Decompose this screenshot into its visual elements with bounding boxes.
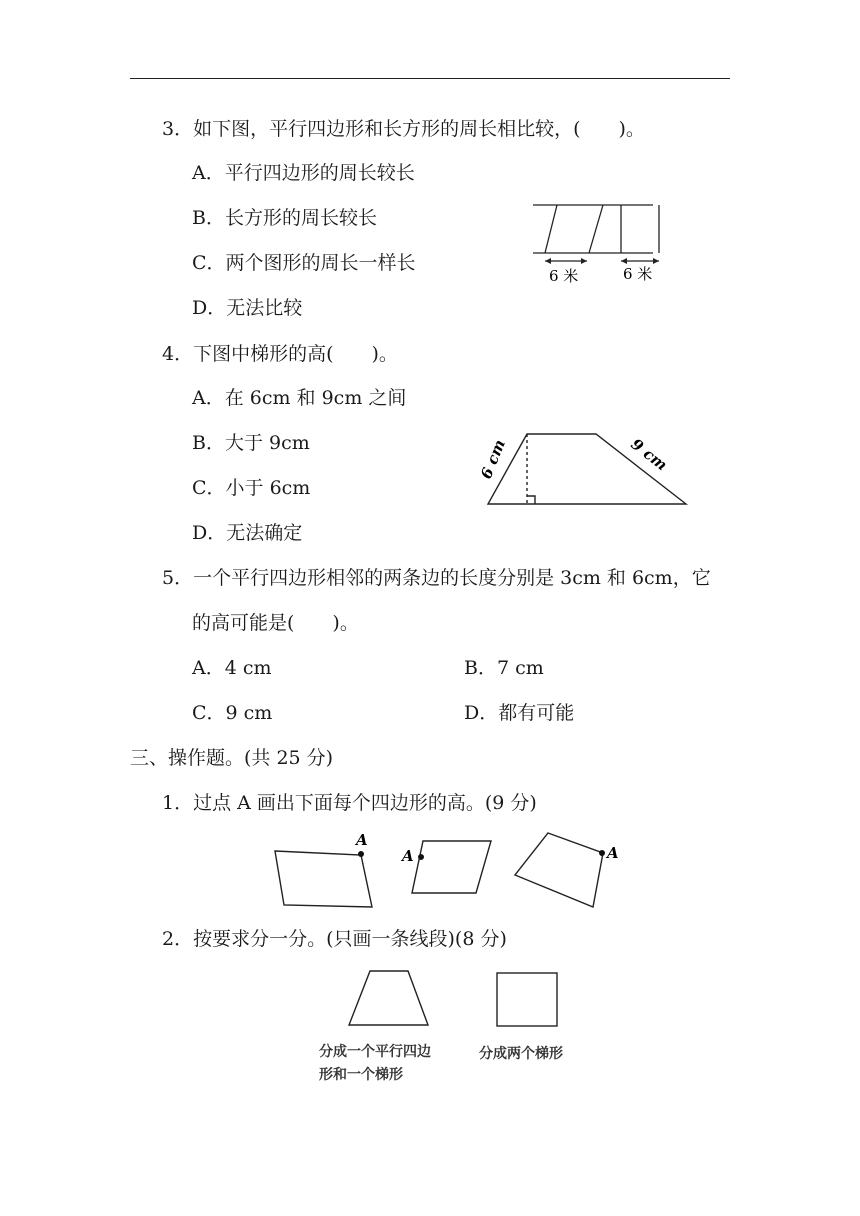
q3-parallelogram-right [589, 205, 603, 253]
q4-option-d[interactable]: D．无法确定 [192, 522, 303, 544]
q2-caption-left-line1: 分成一个平行四边 [319, 1044, 431, 1060]
q4-trapezoid-figure [470, 422, 700, 517]
quad-1-label-a: A [356, 831, 368, 849]
q5-option-b[interactable]: B．7 cm [464, 657, 544, 679]
q3-option-a[interactable]: A．平行四边形的周长较长 [192, 162, 415, 184]
q4-option-b[interactable]: B．大于 9cm [192, 432, 310, 454]
q5-option-c[interactable]: C．9 cm [192, 702, 273, 724]
quad-3-point-a [599, 850, 605, 856]
quad-3-label-a: A [607, 844, 619, 862]
q4-right-angle-mark [527, 496, 535, 504]
section3-q1-text: 1．过点 A 画出下面每个四边形的高。(9 分) [162, 792, 537, 814]
q3-option-b[interactable]: B．长方形的周长较长 [192, 207, 377, 229]
quad-2 [412, 841, 491, 893]
q4-side-right-label: 9 cm [627, 434, 671, 475]
section3-q2-figures [340, 965, 570, 1030]
q2-square [497, 973, 557, 1026]
quad-1 [275, 851, 372, 907]
q3-label-left: 6 米 [549, 267, 579, 285]
quad-3 [515, 833, 603, 907]
section3-q2-text: 2．按要求分一分。(只画一条线段)(8 分) [162, 928, 507, 950]
q2-caption-right: 分成两个梯形 [479, 1046, 563, 1062]
q4-side-left-label: 6 cm [477, 437, 509, 482]
section3-q1-figures [265, 825, 635, 920]
q2-trapezoid [349, 971, 428, 1025]
q4-option-c[interactable]: C．小于 6cm [192, 477, 311, 499]
q3-parallelogram-left [545, 205, 557, 253]
q5-option-a[interactable]: A．4 cm [192, 657, 272, 679]
q5-stem-line2: 的高可能是( )。 [192, 612, 359, 634]
q3-option-d[interactable]: D．无法比较 [192, 297, 303, 319]
q3-option-c[interactable]: C．两个图形的周长一样长 [192, 252, 416, 274]
q2-caption-left-line2: 形和一个梯形 [319, 1067, 403, 1083]
q4-stem: 4．下图中梯形的高( )。 [162, 343, 398, 365]
section3-heading: 三、操作题。(共 25 分) [130, 747, 334, 769]
q3-figure [525, 195, 665, 290]
quad-1-point-a [358, 851, 364, 857]
q5-option-d[interactable]: D．都有可能 [464, 702, 575, 724]
quad-2-label-a: A [402, 847, 414, 865]
q3-stem: 3．如下图，平行四边形和长方形的周长相比较，( )。 [162, 118, 645, 140]
q5-stem-line1: 5．一个平行四边形相邻的两条边的长度分别是 3cm 和 6cm，它 [162, 567, 711, 589]
q3-label-right: 6 米 [623, 265, 653, 283]
q4-option-a[interactable]: A．在 6cm 和 9cm 之间 [192, 387, 407, 409]
quad-2-point-a [418, 854, 424, 860]
top-rule [130, 78, 730, 79]
